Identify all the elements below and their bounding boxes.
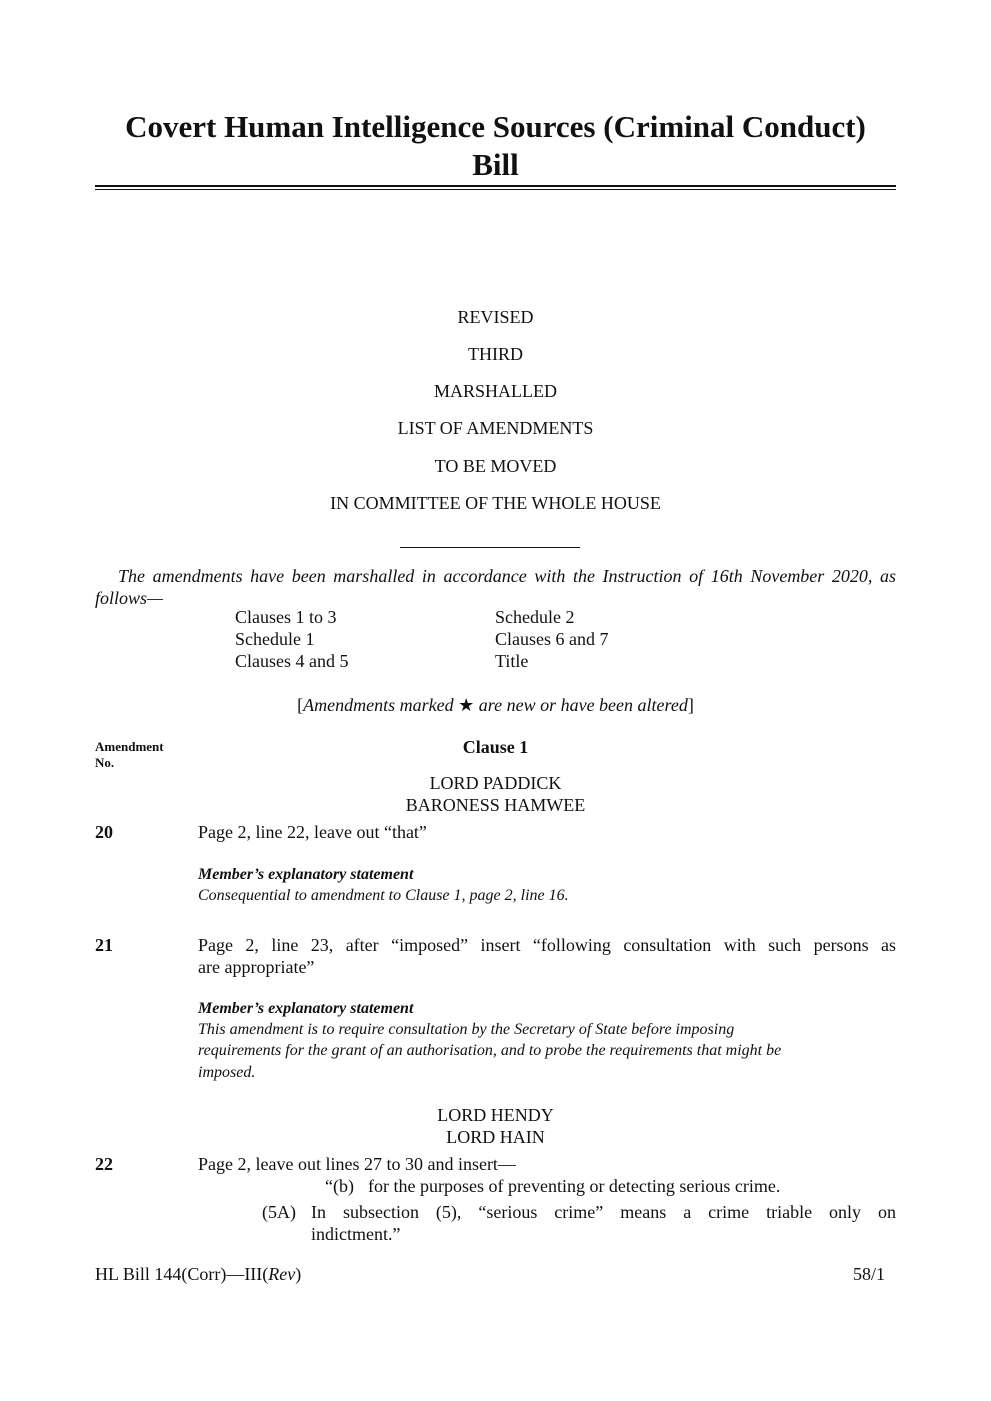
order-item: Clauses 1 to 3 [235, 607, 337, 627]
order-item: Clauses 4 and 5 [235, 651, 349, 671]
statement-text: requirements for the grant of an authorisation, and to probe the requirements that might be [198, 1042, 782, 1059]
bill-ref: HL Bill 144(Corr)—III( [95, 1264, 269, 1284]
amendment-text: Page 2, line 22, leave out “that” [198, 822, 427, 842]
heading-revised: REVISED [457, 307, 534, 327]
insert-text: for the purposes of preventing or detecting serious crime. [368, 1176, 781, 1196]
heading-marshalled: MARSHALLED [433, 381, 557, 401]
member-name: LORD HAIN [446, 1127, 545, 1147]
statement-text: This amendment is to require consultation by the Secretary of State before imposing [198, 1021, 735, 1038]
star-icon: ★ [458, 695, 475, 715]
intro-line1: The amendments have been marshalled in accordance with the Instruction of 16th November 2020, as [118, 566, 896, 586]
altered-note [0, 694, 991, 716]
separator-rule [400, 547, 580, 548]
note-text: Amendments marked [303, 695, 454, 715]
title-rule-bottom [95, 189, 896, 190]
title-rule-top [95, 185, 896, 187]
insert-text: indictment.” [311, 1224, 401, 1244]
heading-to-be-moved: TO BE MOVED [434, 456, 557, 476]
statement-heading: Member’s explanatory statement [198, 866, 414, 883]
insert-text: In subsection (5), “serious crime” means a crime triable only on [311, 1202, 896, 1222]
member-name: BARONESS HAMWEE [405, 795, 586, 815]
member-name: LORD HENDY [437, 1105, 554, 1125]
statement-text: Consequential to amendment to Clause 1, page 2, line 16. [198, 887, 569, 904]
label-line: No. [95, 755, 115, 770]
bracket: [ [297, 695, 304, 715]
heading-third: THIRD [468, 344, 523, 364]
footer-bill-ref [95, 1263, 301, 1285]
order-item: Clauses 6 and 7 [495, 629, 609, 649]
statement-heading: Member’s explanatory statement [198, 1000, 414, 1017]
amendment-number: 22 [95, 1154, 113, 1174]
intro-line2: follows— [95, 588, 164, 608]
statement-text: imposed. [198, 1064, 256, 1081]
order-item: Title [495, 651, 529, 671]
heading-committee: IN COMMITTEE OF THE WHOLE HOUSE [330, 493, 661, 513]
bill-ref-rev: Rev [268, 1264, 296, 1284]
insert-label: (5A) [262, 1202, 296, 1222]
amendment-text: Page 2, leave out lines 27 to 30 and insert— [198, 1154, 516, 1174]
note-text: are new or have been altered [478, 695, 688, 715]
bill-ref-close: ) [295, 1264, 302, 1284]
amendment-number: 20 [95, 822, 113, 842]
bill-title-line2: Bill [472, 147, 519, 182]
order-item: Schedule 1 [235, 629, 315, 649]
amendment-number: 21 [95, 935, 113, 955]
bracket: ] [687, 695, 694, 715]
heading-list: LIST OF AMENDMENTS [397, 418, 594, 438]
amendment-text: Page 2, line 23, after “imposed” insert “following consultation with such persons as [198, 935, 896, 955]
bill-title-line1: Covert Human Intelligence Sources (Criminal Conduct) [125, 109, 866, 144]
footer-page: 58/1 [852, 1264, 885, 1284]
amendment-text: are appropriate” [198, 957, 315, 977]
insert-label: “(b) [325, 1176, 354, 1196]
clause-heading: Clause 1 [462, 737, 529, 757]
label-line: Amendment [95, 739, 164, 754]
order-item: Schedule 2 [495, 607, 575, 627]
member-name: LORD PADDICK [429, 773, 562, 793]
